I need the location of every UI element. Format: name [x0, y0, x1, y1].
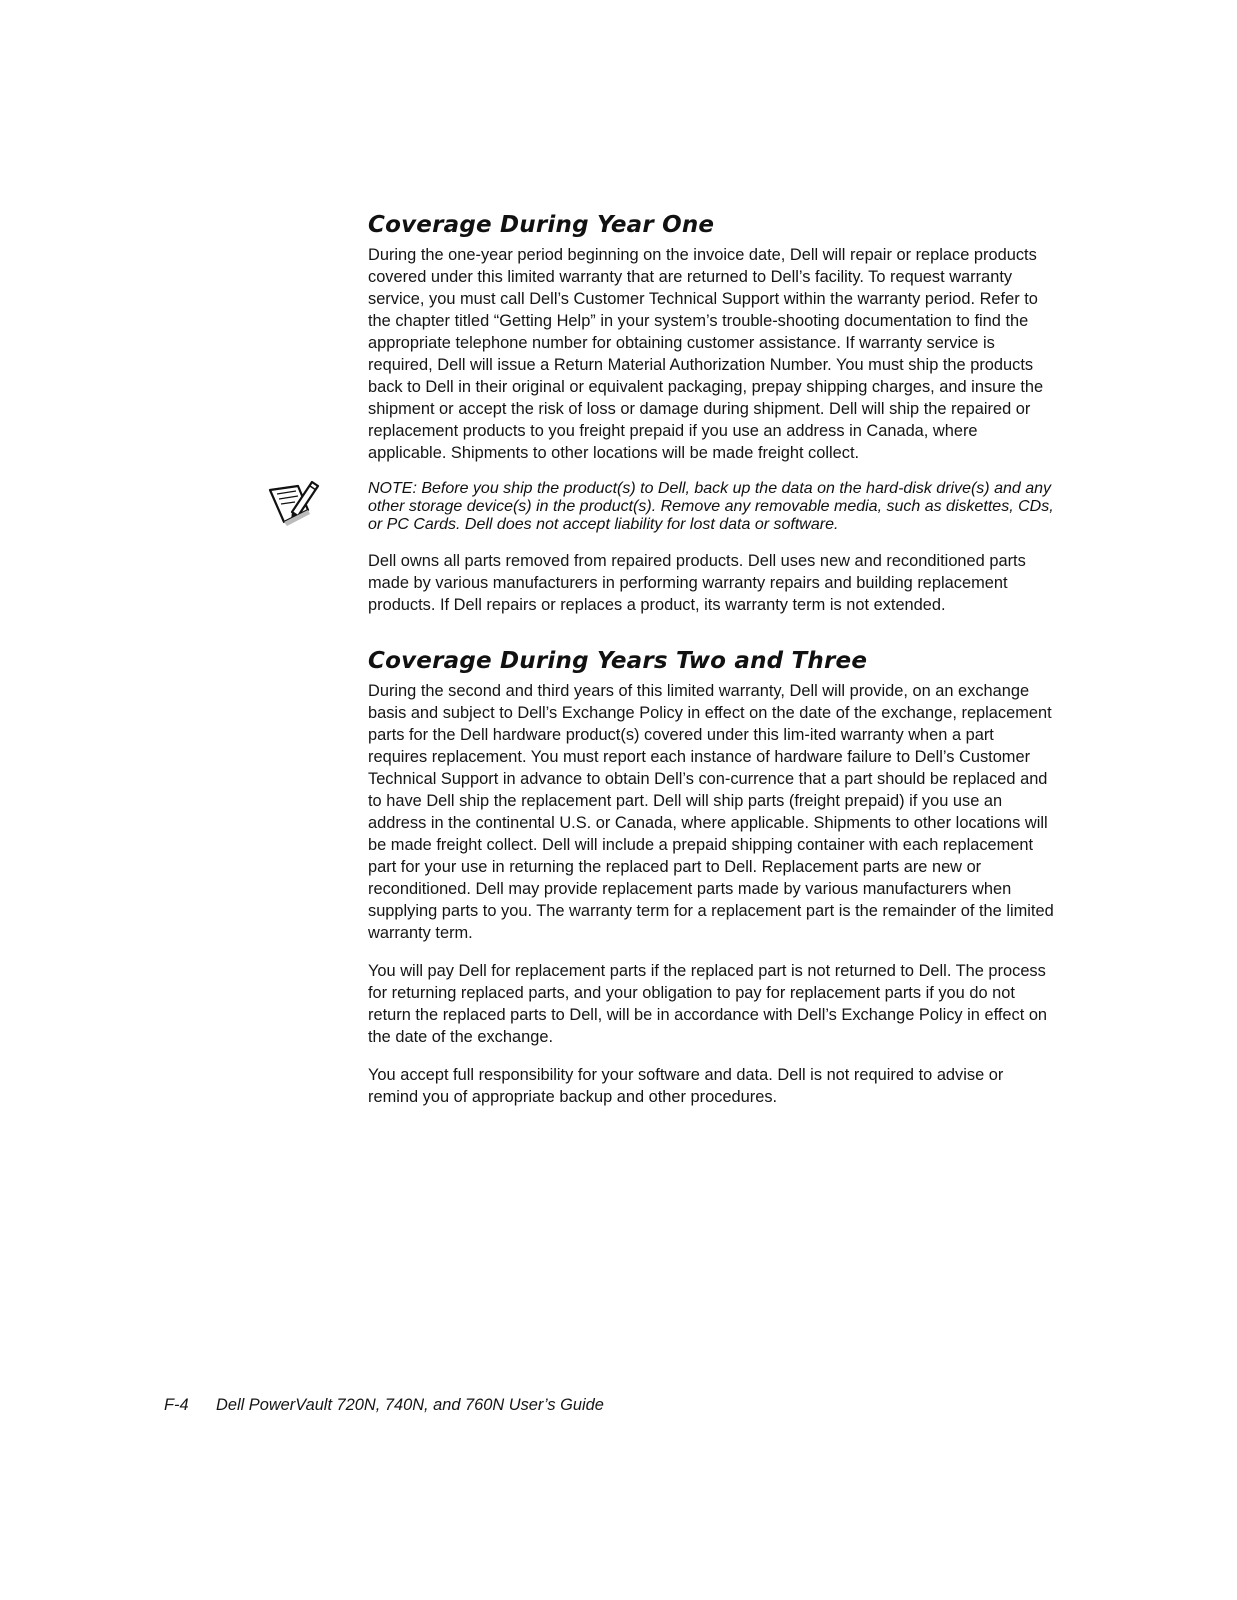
section-heading-year-one: Coverage During Year One	[368, 212, 715, 238]
note-text: NOTE: Before you ship the product(s) to Dell, back up the data on the hard-disk drive(s) and any other storage device(s) in the product(s). Remove any removable media, such as diskettes, CDs, or PC Cards. Dell does not accept liability for lost data or software.	[368, 480, 1054, 533]
guide-title: Dell PowerVault 720N, 740N, and 760N User’s Guide	[216, 1396, 604, 1414]
paragraph-parts-ownership: Dell owns all parts removed from repaired products. Dell uses new and reconditioned parts made by various manufacturers in performing warranty repairs and building replacement products. If Dell repairs or replaces a product, its warranty term is not extended.	[368, 552, 1026, 614]
paragraph-exchange-basis: During the second and third years of this limited warranty, Dell will provide, on an exchange basis and subject to Dell’s Exchange Policy in effect on the date of the exchange, replacement parts for the Dell hardware product(s) covered under this lim-ited warranty when a part requires replacement. You must report each instance of hardware failure to Dell’s Customer Technical Support in advance to obtain Dell’s con-currence that a part should be replaced and to have Dell ship the replacement part. Dell will ship parts (freight prepaid) if you use an address in the continental U.S. or Canada, where applicable. Shipments to other locations will be made freight collect. Dell will include a prepaid shipping container with each replacement part for your use in returning the replaced part to Dell. Replacement parts are new or reconditioned. Dell may provide replacement parts made by various manufacturers when supplying parts to you. The warranty term for a replacement part is the remainder of the limited warranty term.	[368, 682, 1054, 942]
note-pencil-icon	[268, 480, 322, 528]
page-number: F-4	[164, 1396, 189, 1414]
paragraph-replacement-payment: You will pay Dell for replacement parts if the replaced part is not returned to Dell. The process for returning replaced parts, and your obligation to pay for replacement parts if you do not return the replaced parts to Dell, will be in accordance with Dell’s Exchange Policy in effect on the date of the exchange.	[368, 962, 1048, 1046]
paragraph-software-responsibility: You accept full responsibility for your software and data. Dell is not required to advise or remind you of appropriate backup and other procedures.	[368, 1066, 1004, 1106]
page-content	[368, 210, 1054, 1124]
page-footer	[164, 1396, 604, 1415]
note-block	[368, 480, 1054, 534]
paragraph-year-one-service: During the one-year period beginning on the invoice date, Dell will repair or replace products covered under this limited warranty that are returned to Dell’s facility. To request warranty service, you must call Dell’s Customer Technical Support within the warranty period. Refer to the chapter titled “Getting Help” in your system’s trouble-shooting documentation to find the appropriate telephone number for obtaining customer assistance. If warranty service is required, Dell will issue a Return Material Authorization Number. You must ship the products back to Dell in their original or equivalent packaging, prepay shipping charges, and insure the shipment or accept the risk of loss or damage during shipment. Dell will ship the repaired or replacement products to you freight prepaid if you use an address in Canada, where applicable. Shipments to other locations will be made freight collect.	[368, 246, 1044, 462]
section-heading-years-two-three: Coverage During Years Two and Three	[368, 648, 868, 674]
